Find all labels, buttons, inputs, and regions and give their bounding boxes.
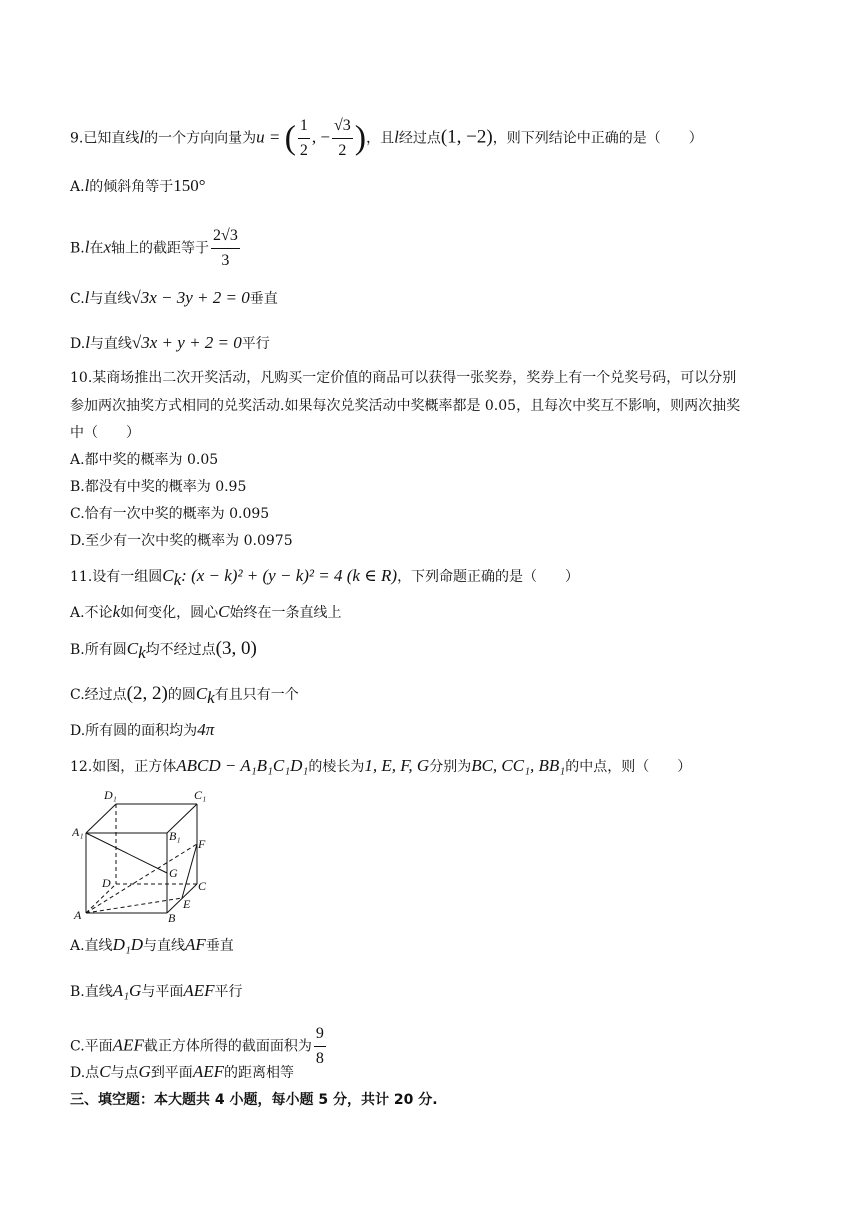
opt-text: B.直线 — [70, 984, 113, 1000]
opt-label: C. — [70, 291, 85, 307]
math-l: l — [84, 288, 90, 307]
q12-option-a — [70, 935, 234, 956]
edge-a1d1 — [86, 804, 116, 833]
opt-label: A. — [70, 179, 85, 195]
q9-option-b — [70, 226, 242, 271]
opt-label: B. — [70, 240, 85, 257]
q9-option-d — [70, 333, 270, 354]
plane-name: AEF — [112, 1035, 144, 1055]
opt-text: D.所有圆的面积均为 — [70, 723, 198, 739]
label-f: F — [198, 837, 206, 851]
cube-figure — [72, 786, 220, 922]
q10-line1: 10.某商场推出二次开奖活动，凡购买一定价值的商品可以获得一张奖券，奖券上有一个兑奖号码，可以分别 — [70, 370, 737, 386]
opt-text: 到平面 — [150, 1065, 193, 1081]
opt-label: D. — [70, 336, 86, 352]
math-k: k — [173, 569, 182, 589]
values: 1, E, F, G — [364, 756, 430, 775]
frac-den: 3 — [221, 252, 230, 269]
frac-den: 2 — [299, 142, 308, 159]
frac-den: 2 — [338, 142, 347, 159]
opt-text: 截正方体所得的截面面积为 — [143, 1038, 312, 1055]
line-name: AF — [185, 935, 206, 954]
opt-text: 的距离相等 — [223, 1065, 294, 1081]
opt-text: D.点 — [70, 1065, 100, 1081]
math-C: C — [218, 602, 230, 621]
paren-right: ) — [354, 119, 367, 157]
point: (2, 2) — [126, 683, 168, 704]
label-b1: B₁ — [169, 829, 181, 843]
q12-stem-text: 的中点，则（ ） — [565, 759, 692, 775]
opt-text: 与直线 — [89, 336, 132, 352]
opt-text: 轴上的截距等于 — [111, 240, 210, 257]
q9-option-c — [70, 288, 278, 309]
math-C: C — [162, 566, 174, 585]
cube-name: ABCD − A₁B₁C₁D₁ — [176, 756, 309, 775]
opt-text: A.直线 — [70, 938, 113, 954]
q10-option-b: B.都没有中奖的概率为 0.95 — [70, 479, 247, 495]
q11-stem-text: ，下列命题正确的是（ ） — [397, 569, 580, 585]
edge-bc — [167, 884, 197, 913]
opt-text: 在 — [89, 240, 104, 257]
math-k: k — [138, 642, 146, 662]
opt-text: 与平面 — [141, 984, 184, 1000]
frac-num: √3 — [332, 116, 353, 139]
line-name: A₁G — [112, 981, 142, 1000]
q10-option-a: A.都中奖的概率为 0.05 — [70, 452, 219, 468]
opt-text: 平行 — [214, 984, 243, 1000]
opt-text: 有且只有一个 — [214, 687, 299, 703]
label-d1: D₁ — [104, 788, 117, 802]
q9-stem-text: 的一个方向向量为 — [144, 130, 257, 147]
q11-stem-text: 11.设有一组圆 — [70, 569, 163, 585]
opt-text: 与点 — [110, 1065, 139, 1081]
q10-option-d: D.至少有一次中奖的概率为 0.0975 — [70, 533, 293, 549]
math-C: C — [99, 1062, 111, 1081]
opt-text: 垂直 — [205, 938, 234, 954]
math-l: l — [84, 176, 90, 195]
paren-left: ( — [284, 119, 296, 157]
label-e: E — [183, 897, 191, 911]
q11-option-c — [70, 684, 299, 708]
math-C: C — [126, 639, 139, 658]
q12-stem-text: 分别为 — [429, 759, 472, 775]
plane-name: AEF — [192, 1062, 224, 1081]
math-x: x — [103, 237, 112, 257]
opt-text: B.所有圆 — [70, 642, 127, 658]
q10-option-c: C.恰有一次中奖的概率为 0.095 — [70, 506, 270, 522]
equation: √3x − 3y + 2 = 0 — [131, 288, 250, 307]
circle-equation: : (x − k)² + (y − k)² = 4 (k ∈ R) — [181, 566, 398, 585]
opt-text: A.不论 — [70, 605, 113, 621]
opt-text: 的圆 — [167, 687, 196, 703]
opt-text: 与直线 — [143, 938, 186, 954]
section-heading-fill-in: 三、填空题：本大题共 4 小题，每小题 5 分，共计 20 分. — [70, 1092, 438, 1108]
q12-option-d — [70, 1062, 294, 1083]
label-a: A — [74, 908, 82, 922]
q11-option-a — [70, 602, 341, 623]
equation: √3x + y + 2 = 0 — [131, 333, 242, 352]
opt-text: 如何变化，圆心 — [120, 605, 219, 621]
q12-option-b — [70, 981, 242, 1002]
q11-option-d — [70, 720, 214, 741]
frac-num: 9 — [314, 1024, 326, 1047]
q9-stem-text: 9.已知直线 — [70, 130, 140, 147]
opt-text: C.经过点 — [70, 687, 127, 703]
label-c: C — [198, 879, 207, 893]
math-l: l — [139, 127, 145, 147]
opt-text: 均不经过点 — [145, 642, 216, 658]
q11-option-b — [70, 639, 257, 663]
opt-text: 与直线 — [89, 291, 132, 307]
vector-sep: , − — [311, 127, 330, 147]
edges: BC, CC₁, BB₁ — [471, 756, 566, 775]
q12-stem — [70, 756, 691, 777]
q10-line2: 参加两次抽奖方式相同的兑奖活动.如果每次兑奖活动中奖概率都是 0.05，且每次中奖互不影响，则两次抽奖 — [70, 398, 741, 414]
math-k: k — [207, 687, 215, 707]
frac-1-2 — [298, 116, 310, 161]
plane-name: AEF — [183, 981, 215, 1000]
math-G: G — [138, 1062, 151, 1081]
label-c1: C₁ — [194, 788, 207, 802]
vector-u: u = — [256, 127, 285, 147]
label-b: B — [168, 911, 176, 922]
q9-stem — [70, 116, 703, 161]
label-g: G — [169, 866, 178, 880]
frac-2sqrt3-3 — [211, 226, 240, 271]
q9-stem-text: ，且 — [366, 130, 395, 147]
q11-stem — [70, 566, 579, 590]
point: (3, 0) — [215, 638, 257, 659]
q9-stem-text: ，则下列结论中正确的是（ ） — [492, 130, 703, 147]
opt-text: C.平面 — [70, 1038, 113, 1055]
angle-value: 150° — [173, 176, 206, 195]
opt-text: 的倾斜角等于 — [89, 179, 174, 195]
frac-sqrt3-2 — [332, 116, 353, 161]
label-d: D — [102, 876, 111, 890]
math-l: l — [84, 237, 90, 257]
q12-stem-text: 的棱长为 — [308, 759, 365, 775]
q9-option-a — [70, 176, 206, 197]
area-value: 4π — [197, 720, 215, 739]
frac-num: 1 — [298, 116, 310, 139]
edge-ad-hidden — [86, 884, 116, 913]
math-l: l — [394, 127, 399, 147]
frac-9-8 — [314, 1024, 326, 1069]
frac-num: 2√3 — [211, 226, 240, 249]
q9-stem-text: 经过点 — [398, 130, 441, 147]
q10-line3: 中（ ） — [70, 425, 140, 441]
math-C: C — [195, 684, 208, 703]
q12-stem-text: 12.如图，正方体 — [70, 759, 177, 775]
segment-a1g — [86, 833, 167, 873]
opt-text: 始终在一条直线上 — [229, 605, 342, 621]
math-l: l — [85, 333, 90, 352]
opt-text: 垂直 — [249, 291, 278, 307]
point: (1, −2) — [440, 126, 493, 148]
label-a1: A₁ — [72, 825, 84, 839]
frac-den: 8 — [315, 1050, 324, 1067]
opt-text: 平行 — [241, 336, 270, 352]
math-k: k — [112, 602, 121, 621]
line-name: D₁D — [112, 935, 144, 954]
